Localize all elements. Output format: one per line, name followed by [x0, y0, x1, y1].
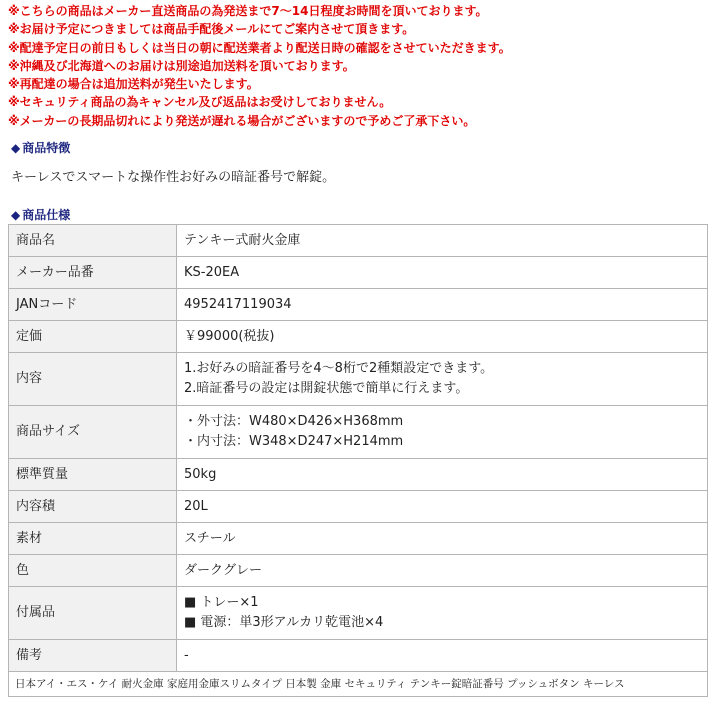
spec-label: 内容積: [9, 491, 177, 523]
spec-value-line: ￥99000(税抜): [184, 328, 275, 344]
specs-heading: [11, 206, 70, 223]
table-row: [9, 587, 708, 640]
notice-line: ※お届け予定につきましては商品手配後メールにてご案内させて頂きます。: [8, 22, 415, 37]
features-heading: [11, 139, 70, 156]
features-text: キーレスでスマートな操作性お好みの暗証番号で解錠。: [11, 170, 336, 185]
notice-line: ※セキュリティ商品の為キャンセル及び返品はお受けしておりません。: [8, 95, 392, 110]
notice-line: ※沖縄及び北海道へのお届けは別途追加送料を頂いております。: [8, 58, 355, 73]
spec-label: 商品サイズ: [9, 406, 177, 459]
notice-line: ※再配達の場合は追加送料が発生いたします。: [8, 77, 259, 92]
spec-label: 色: [9, 555, 177, 587]
spec-value: [177, 587, 708, 640]
spec-value: [177, 640, 708, 672]
spec-value-line: 50kg: [184, 466, 217, 482]
spec-value-line: ・内寸法：W348×D247×H214mm: [184, 434, 404, 449]
spec-value-line: ・外寸法：W480×D426×H368mm: [184, 414, 404, 429]
specs-title: 商品仕様: [22, 208, 71, 222]
table-row: [9, 523, 708, 555]
spec-value: [177, 321, 708, 353]
spec-value-line: -: [184, 647, 189, 663]
spec-value-line: 4952417119034: [184, 296, 292, 312]
notice-line: ※配達予定日の前日もしくは当日の朝に配送業者より配送日時の確認をさせていただきます。: [8, 40, 511, 55]
spec-label: 内容: [9, 353, 177, 406]
spec-value-line: ■ トレー×1: [184, 595, 259, 610]
features-title: 商品特徴: [22, 141, 71, 155]
table-row: [9, 459, 708, 491]
spec-value-line: 2.暗証番号の設定は開錠状態で簡単に行えます。: [184, 381, 469, 396]
spec-value-line: 1.お好みの暗証番号を4～8桁で2種類設定できます。: [184, 361, 494, 376]
spec-label: メーカー品番: [9, 257, 177, 289]
table-row: [9, 491, 708, 523]
spec-label: 付属品: [9, 587, 177, 640]
spec-value: [177, 289, 708, 321]
table-row: [9, 555, 708, 587]
table-row: [9, 353, 708, 406]
spec-value-line: ダークグレー: [184, 562, 263, 578]
table-row: [9, 672, 708, 697]
spec-value: [177, 555, 708, 587]
table-row: [9, 406, 708, 459]
diamond-bullet-icon: ◆: [11, 141, 21, 155]
spec-label: 定価: [9, 321, 177, 353]
spec-value: [177, 353, 708, 406]
spec-value: [177, 491, 708, 523]
spec-label: 商品名: [9, 225, 177, 257]
spec-value: [177, 225, 708, 257]
table-row: [9, 225, 708, 257]
spec-value-line: ■ 電源：単3形アルカリ乾電池×4: [184, 615, 384, 630]
spec-table: [8, 224, 708, 697]
spec-value-line: スチール: [184, 530, 236, 546]
spec-value: [177, 406, 708, 459]
spec-label: JANコード: [9, 289, 177, 321]
spec-label: 素材: [9, 523, 177, 555]
table-row: [9, 640, 708, 672]
table-row: [9, 289, 708, 321]
notice-line: ※こちらの商品はメーカー直送商品の為発送まで7～14日程度お時間を頂いております。: [8, 4, 488, 18]
notice-line: ※メーカーの長期品切れにより発送が遅れる場合がございますので予めご了承下さい。: [8, 113, 476, 128]
spec-value-line: 20L: [184, 498, 208, 514]
table-row: [9, 257, 708, 289]
shipping-notices: [8, 2, 511, 130]
spec-value: [177, 459, 708, 491]
diamond-bullet-icon: ◆: [11, 208, 21, 222]
spec-value-line: KS-20EA: [184, 264, 240, 280]
table-row: [9, 321, 708, 353]
spec-value: [177, 257, 708, 289]
spec-value: [177, 523, 708, 555]
keyword-tags: 日本アイ・エス・ケイ 耐火金庫 家庭用金庫スリムタイプ 日本製 金庫 セキュリティ テンキー錠暗証番号 プッシュボタン キーレス: [9, 672, 708, 697]
spec-label: 備考: [9, 640, 177, 672]
spec-label: 標準質量: [9, 459, 177, 491]
spec-value-line: テンキー式耐火金庫: [184, 232, 301, 248]
